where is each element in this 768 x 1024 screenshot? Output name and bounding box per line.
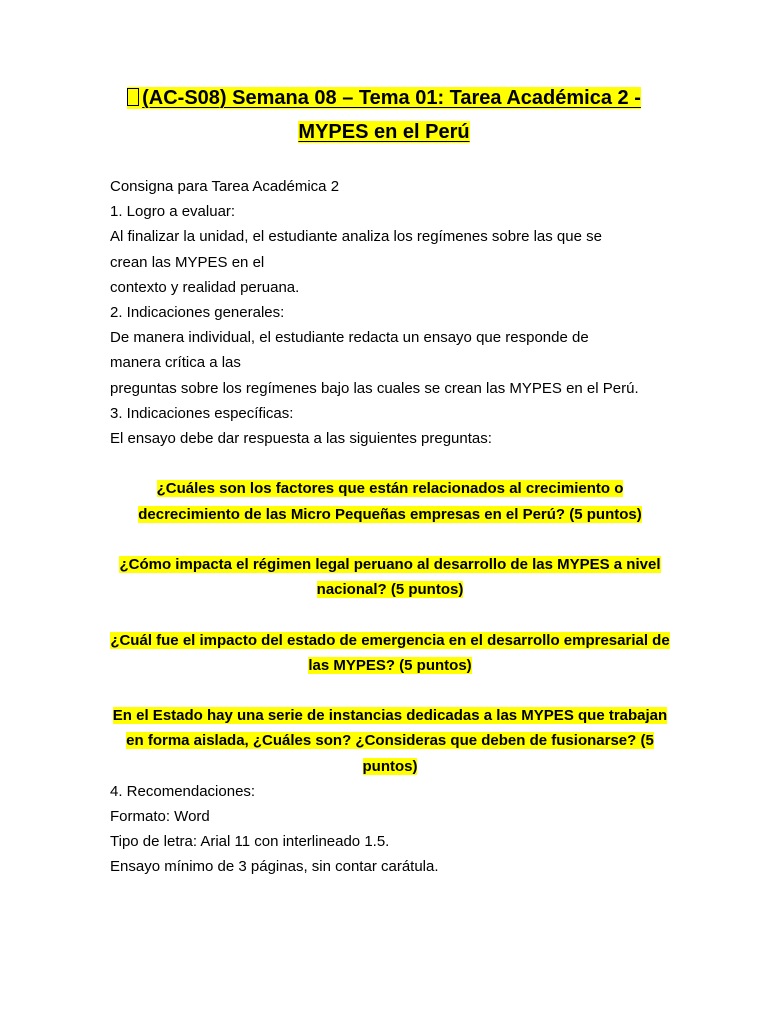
intro-line: 2. Indicaciones generales: — [110, 304, 285, 322]
intro-line: preguntas sobre los regímenes bajo las cuales se crean las MYPES en el Perú. — [110, 379, 639, 397]
intro-line: Consigna para Tarea Académica 2 — [110, 178, 340, 195]
document-body — [110, 174, 670, 880]
question-1 — [110, 476, 670, 526]
missing-glyph-icon — [127, 88, 139, 106]
closing-line: Tipo de letra: Arial 11 con interlineado 1.5. — [110, 833, 390, 851]
intro-line: 1. Logro a evaluar: — [110, 203, 236, 221]
title-line-2: MYPES en el Perú — [298, 121, 470, 143]
intro-line: El ensayo debe dar respuesta a las siguientes preguntas: — [110, 430, 492, 448]
intro-line: De manera individual, el estudiante redacta un ensayo que responde de — [110, 329, 589, 347]
title-line-1 — [127, 87, 641, 109]
intro-line: manera crítica a las — [110, 354, 241, 372]
question-text: En el Estado hay una serie de instancias dedicadas a las MYPES que trabajan en forma aislada, ¿Cuáles son? ¿Consideras que deben de fusionarse? (5 puntos) — [112, 707, 668, 775]
intro-line: contexto y realidad peruana. — [110, 278, 300, 296]
question-text: ¿Cuál fue el impacto del estado de emergencia en el desarrollo empresarial de las MYPES? (5 puntos) — [110, 631, 670, 674]
intro-line: 3. Indicaciones específicas: — [110, 404, 294, 422]
question-4 — [110, 703, 670, 779]
question-2 — [110, 552, 670, 602]
document-title — [100, 81, 668, 149]
intro-line: Al finalizar la unidad, el estudiante analiza los regímenes sobre las que se — [110, 228, 602, 246]
closing-line: Ensayo mínimo de 3 páginas, sin contar carátula. — [110, 858, 439, 876]
title-prefix: (AC-S08) Semana 08 – Tema 01: Tarea Académica 2 - — [142, 87, 641, 109]
question-text: ¿Cuáles son los factores que están relacionados al crecimiento o decrecimiento de las Micro Pequeñas empresas en el Perú? (5 puntos) — [138, 480, 642, 523]
question-3 — [110, 628, 670, 678]
closing-line: 4. Recomendaciones: — [110, 782, 256, 800]
closing-line: Formato: Word — [110, 808, 210, 826]
intro-line: crean las MYPES en el — [110, 253, 265, 271]
question-text: ¿Cómo impacta el régimen legal peruano al desarrollo de las MYPES a nivel nacional? (5 puntos) — [119, 556, 661, 599]
